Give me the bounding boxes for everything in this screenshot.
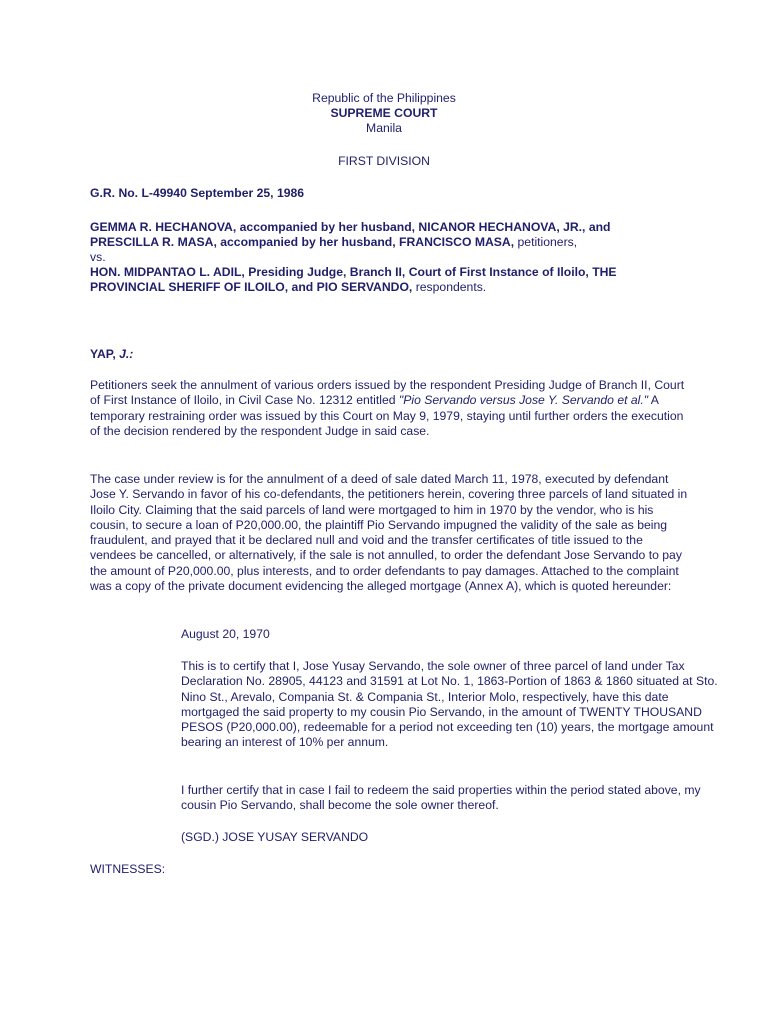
division-title: FIRST DIVISION xyxy=(338,154,430,168)
paragraph-1-part-1: Petitioners seek the annulment of various orders issued by the respondent Presiding Judge of Branch II, Court of First Instance of Iloilo, in Civil Case No. 12312 entitled xyxy=(90,378,685,408)
witnesses-label: WITNESSES: xyxy=(90,862,166,876)
ponente-suffix: J.: xyxy=(119,347,134,361)
respondents-line-2 xyxy=(90,280,486,295)
paragraph-1-part-2: A temporary restraining order was issued by this Court on May 9, 1979, staying until further orders the execution of the decision rendered by the respondent Judge in said case. xyxy=(90,393,684,438)
petitioners-names: PRESCILLA R. MASA, accompanied by her husband, FRANCISCO MASA, xyxy=(90,235,515,249)
petitioners-label: petitioners, xyxy=(514,235,578,249)
petitioners-line-2 xyxy=(90,235,577,250)
respondents-line-1: HON. MIDPANTAO L. ADIL, Presiding Judge, Branch II, Court of First Instance of Iloilo, THE xyxy=(90,265,617,279)
quoted-signature: (SGD.) JOSE YUSAY SERVANDO xyxy=(181,830,369,844)
court-city: Manila xyxy=(366,121,402,135)
ponente xyxy=(90,347,133,362)
petitioners-line-1: GEMMA R. HECHANOVA, accompanied by her husband, NICANOR HECHANOVA, JR., and xyxy=(90,220,611,234)
quoted-paragraph-1: This is to certify that I, Jose Yusay Servando, the sole owner of three parcel of land under Tax Declaration No. 28905, 44123 and 31591 at Lot No. 1, 1863-Portion of 1863 & 1860 situated at Sto. Nino St., Arevalo, Compania St. & Compania St., Interior Molo, respectively, have this date mortgaged the said property to my cousin Pio Servando, in the amount of TWENTY THOUSAND PESOS (P20,000.00), redeemable for a period not exceeding ten (10) years, the mortgage amount bearing an interest of 10% per annum. xyxy=(181,659,718,750)
respondents-label: respondents. xyxy=(412,280,487,294)
paragraph-2: The case under review is for the annulment of a deed of sale dated March 11, 1978, executed by defendant Jose Y. Servando in favor of his co-defendants, the petitioners herein, covering three parcels of land situated in Iloilo City. Claiming that the said parcels of land were mortgaged to him in 1970 by the vendor, who is his cousin, to secure a loan of P20,000.00, the plaintiff Pio Servando impugned the validity of the sale as being fraudulent, and prayed that it be declared null and void and the transfer certificates of title issued to the vendees be cancelled, or alternatively, if the sale is not annulled, to order the defendant Jose Servando to pay the amount of P20,000.00, plus interests, and to order defendants to pay damages. Attached to the complaint was a copy of the private document evidencing the alleged mortgage (Annex A), which is quoted hereunder: xyxy=(90,472,688,594)
republic-line: Republic of the Philippines xyxy=(312,91,456,105)
paragraph-1-case-title: "Pio Servando versus Jose Y. Servando et al." xyxy=(398,393,649,408)
quoted-date: August 20, 1970 xyxy=(181,627,270,641)
ponente-name: YAP, xyxy=(90,347,120,361)
respondents-names: PROVINCIAL SHERIFF OF ILOILO, and PIO SERVANDO, xyxy=(90,280,413,294)
court-name: SUPREME COURT xyxy=(330,106,438,120)
quoted-paragraph-2: I further certify that in case I fail to redeem the said properties within the period stated above, my cousin Pio Servando, shall become the sole owner thereof. xyxy=(181,783,701,813)
paragraph-1 xyxy=(90,378,690,439)
versus-label: vs. xyxy=(90,250,106,264)
case-number: G.R. No. L-49940 September 25, 1986 xyxy=(90,186,305,200)
